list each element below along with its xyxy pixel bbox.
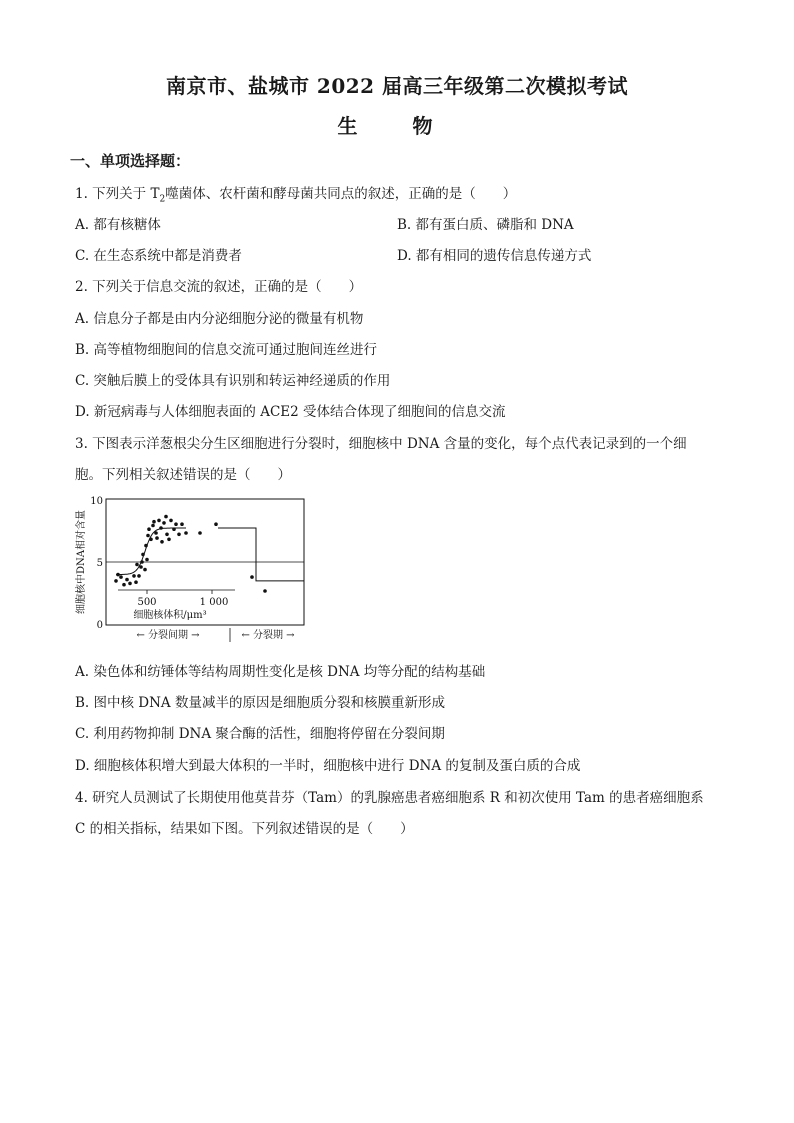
interphase-point: [172, 527, 176, 531]
q2-option-d: D. 新冠病毒与人体细胞表面的 ACE2 受体结合体现了细胞间的信息交流: [75, 404, 506, 420]
q1-option-c: C. 在生态系统中都是消费者: [75, 248, 242, 264]
x-tick-label-1000: 1 000: [199, 597, 229, 608]
q1-stem-post: 噬菌体、农杆菌和酵母菌共同点的叙述，正确的是（ ）: [165, 186, 517, 202]
interphase-point: [132, 574, 136, 578]
question-4-stem-line2: C 的相关指标，结果如下图。下列叙述错误的是（ ）: [75, 821, 414, 837]
y-tick-0: 0: [96, 620, 103, 631]
interphase-point: [159, 526, 163, 530]
interphase-trend-line: [116, 528, 186, 575]
q2-option-a: A. 信息分子都是由内分泌细胞分泌的微量有机物: [75, 311, 364, 327]
question-2-stem: 2. 下列关于信息交流的叙述，正确的是（ ）: [75, 279, 363, 295]
interphase-label: ← 分裂间期 →: [136, 630, 200, 641]
interphase-point: [180, 522, 184, 526]
q1-stem-sub: 2: [159, 194, 166, 205]
mitosis-label: ← 分裂期 →: [241, 630, 295, 641]
q2-option-c: C. 突触后膜上的受体具有识别和转运神经递质的作用: [75, 373, 391, 389]
q3-option-c: C. 利用药物抑制 DNA 聚合酶的活性，细胞将停留在分裂间期: [75, 726, 445, 742]
interphase-point: [162, 521, 166, 525]
section-heading: 一、单项选择题：: [70, 152, 191, 170]
q1-option-d: D. 都有相同的遗传信息传递方式: [397, 248, 592, 264]
mitosis-point: [250, 575, 254, 579]
q3-option-b: B. 图中核 DNA 数量减半的原因是细胞质分裂和核膜重新形成: [75, 695, 445, 711]
interphase-point: [146, 534, 150, 538]
interphase-point: [160, 540, 164, 544]
q1-option-b: B. 都有蛋白质、磷脂和 DNA: [397, 217, 574, 233]
mitosis-step-line: [218, 528, 304, 581]
interphase-point: [174, 522, 178, 526]
interphase-point: [149, 538, 153, 542]
interphase-point: [157, 519, 161, 523]
subject-title: 生 物: [337, 114, 457, 138]
interphase-point: [125, 578, 129, 582]
y-tick-5: 5: [96, 558, 103, 569]
interphase-point: [135, 563, 139, 567]
interphase-point: [145, 558, 149, 562]
dna-content-chart: [70, 493, 310, 643]
interphase-point: [177, 533, 181, 537]
y-tick-10: 10: [90, 496, 103, 507]
mitosis-point: [198, 531, 202, 535]
interphase-point: [116, 573, 120, 577]
y-axis-label: 细胞核中DNA相对含量: [76, 510, 87, 614]
interphase-point: [114, 579, 118, 583]
q3-option-d: D. 细胞核体积增大到最大体积的一半时，细胞核中进行 DNA 的复制及蛋白质的合成: [75, 758, 581, 774]
interphase-point: [143, 568, 147, 572]
question-3-stem-line2: 胞。下列相关叙述错误的是（ ）: [75, 467, 291, 483]
x-tick-label-500: 500: [137, 597, 157, 608]
interphase-point: [137, 574, 141, 578]
interphase-point: [128, 582, 132, 586]
q3-option-a: A. 染色体和纺锤体等结构周期性变化是核 DNA 均等分配的结构基础: [75, 664, 486, 680]
interphase-point: [155, 536, 159, 540]
page-title: 南京市、盐城市 2022 届高三年级第二次模拟考试: [165, 74, 629, 98]
question-1-stem: [75, 182, 516, 205]
q1-stem-pre: 1. 下列关于 T: [75, 186, 160, 202]
interphase-point: [122, 583, 126, 587]
mitosis-label-text: 分裂期: [253, 630, 283, 641]
question-3-stem-line1: 3. 下图表示洋葱根尖分生区细胞进行分裂时，细胞核中 DNA 含量的变化，每个点代表记录到的一个细: [75, 436, 687, 452]
q1-option-a: A. 都有核糖体: [75, 217, 161, 233]
mitosis-point: [263, 589, 267, 593]
interphase-point: [184, 531, 188, 535]
interphase-label-text: 分裂间期: [148, 630, 188, 641]
interphase-point: [147, 527, 151, 531]
interphase-point: [154, 531, 158, 535]
interphase-point: [164, 515, 168, 519]
interphase-point: [119, 575, 123, 579]
interphase-point: [141, 553, 145, 557]
interphase-point: [144, 544, 148, 548]
interphase-point: [140, 560, 144, 564]
q2-option-b: B. 高等植物细胞间的信息交流可通过胞间连丝进行: [75, 342, 378, 358]
interphase-point: [165, 533, 169, 537]
x-axis-label: 细胞核体积/μm³: [133, 610, 207, 621]
interphase-point: [169, 519, 173, 523]
mitosis-point: [214, 522, 218, 526]
interphase-point: [134, 580, 138, 584]
question-4-stem-line1: 4. 研究人员测试了长期使用他莫昔芬（Tam）的乳腺癌患者癌细胞系 R 和初次使用 Tam 的患者癌细胞系: [75, 790, 704, 806]
interphase-point: [151, 524, 155, 528]
interphase-point: [152, 520, 156, 524]
interphase-point: [139, 565, 143, 569]
interphase-point: [167, 538, 171, 542]
